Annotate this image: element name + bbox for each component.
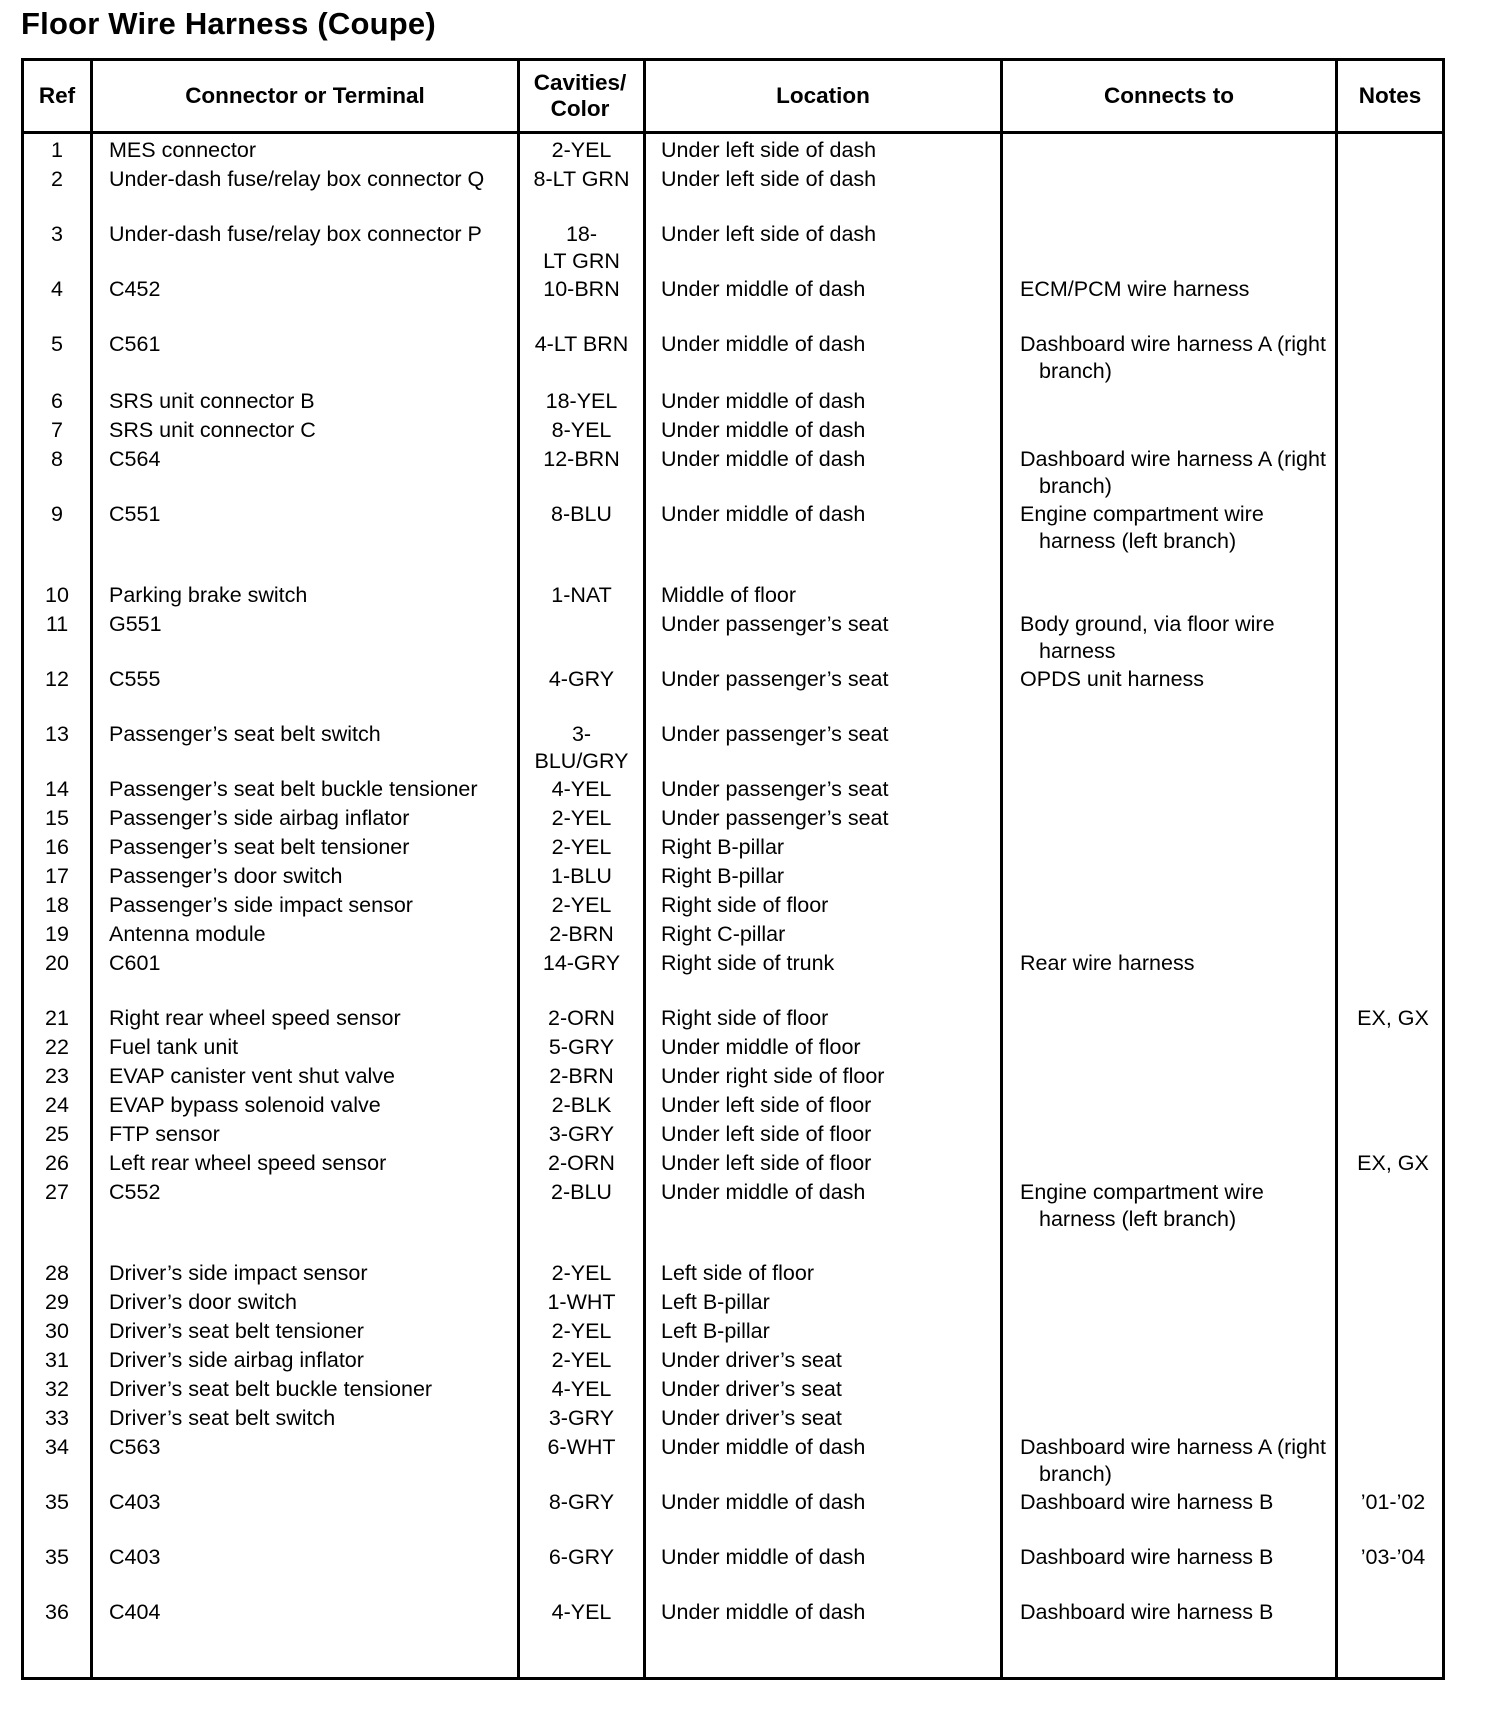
ref-cell: 34 <box>45 1435 69 1459</box>
cavities-text: 8-LT GRN <box>533 167 630 191</box>
ref-cell: 31 <box>45 1348 69 1372</box>
ref-cell: 15 <box>45 806 69 830</box>
connects-to-text: Engine compartment wire <box>1020 502 1264 526</box>
location-cell: Left B-pillar <box>661 1319 770 1343</box>
location-cell: Under middle of dash <box>661 277 866 301</box>
connects-to-cell <box>1020 1179 1264 1233</box>
cavities-cell <box>520 721 643 775</box>
connector-cell: Driver’s seat belt buckle tensioner <box>109 1377 433 1401</box>
connector-cell: Passenger’s seat belt tensioner <box>109 835 410 859</box>
location-cell: Under middle of dash <box>661 1600 866 1624</box>
connector-cell: G551 <box>109 612 162 636</box>
ref-cell: 19 <box>45 922 69 946</box>
cavities-text-continued: LT GRN <box>543 249 620 273</box>
header-ref: Ref <box>38 83 76 108</box>
connects-to-text: Dashboard wire harness B <box>1020 1490 1274 1514</box>
connector-cell: Fuel tank unit <box>109 1035 239 1059</box>
cavities-text: 2-YEL <box>551 1348 612 1372</box>
connector-cell: C403 <box>109 1490 161 1514</box>
location-cell: Under left side of dash <box>661 138 877 162</box>
location-cell: Right side of floor <box>661 893 829 917</box>
ref-cell: 32 <box>45 1377 69 1401</box>
connector-cell: Under-dash fuse/relay box connector P <box>109 222 482 246</box>
location-cell: Under middle of dash <box>661 389 866 413</box>
ref-cell: 35 <box>45 1490 69 1514</box>
cavities-cell <box>520 221 643 275</box>
ref-cell: 36 <box>45 1600 69 1624</box>
cavities-text: 4-YEL <box>551 1377 612 1401</box>
ref-cell: 17 <box>45 864 69 888</box>
connects-to-cell <box>1020 611 1275 665</box>
connects-to-text: OPDS unit harness <box>1020 667 1205 691</box>
connector-cell: C601 <box>109 951 161 975</box>
connects-to-text-continued: branch) <box>1039 474 1112 498</box>
connector-cell: FTP sensor <box>109 1122 220 1146</box>
location-cell: Under left side of floor <box>661 1151 872 1175</box>
connects-to-text-continued: harness <box>1039 639 1116 663</box>
cavities-cell <box>520 834 643 861</box>
cavities-cell <box>520 166 643 193</box>
ref-cell: 22 <box>45 1035 69 1059</box>
ref-cell: 2 <box>51 167 63 191</box>
location-cell: Right B-pillar <box>661 835 785 859</box>
connects-to-cell <box>1020 666 1204 693</box>
ref-cell: 6 <box>51 389 63 413</box>
connector-cell: C551 <box>109 502 161 526</box>
ref-cell: 1 <box>51 138 63 162</box>
connector-cell: Passenger’s side airbag inflator <box>109 806 410 830</box>
cavities-cell <box>520 1063 643 1090</box>
ref-cell: 7 <box>51 418 63 442</box>
header-notes: Notes <box>1358 83 1422 108</box>
cavities-cell <box>520 1005 643 1032</box>
connector-cell: Driver’s seat belt tensioner <box>109 1319 364 1343</box>
cavities-cell <box>520 1179 643 1206</box>
connector-cell: Right rear wheel speed sensor <box>109 1006 401 1030</box>
ref-cell: 26 <box>45 1151 69 1175</box>
ref-cell: 5 <box>51 332 63 356</box>
column-divider <box>90 61 93 1677</box>
connects-to-cell <box>1020 276 1249 303</box>
connects-to-cell <box>1020 331 1326 385</box>
cavities-text: 2-ORN <box>548 1151 615 1175</box>
header-connector: Connector or Terminal <box>185 83 425 108</box>
ref-cell: 13 <box>45 722 69 746</box>
notes-cell: EX, GX <box>1357 1151 1429 1175</box>
cavities-cell <box>520 921 643 948</box>
connector-cell: C452 <box>109 277 161 301</box>
connects-to-cell <box>1020 1544 1273 1571</box>
connects-to-text: Dashboard wire harness A (right <box>1020 447 1326 471</box>
cavities-text: 6-WHT <box>547 1435 616 1459</box>
connector-cell: Driver’s side airbag inflator <box>109 1348 364 1372</box>
connects-to-cell <box>1020 950 1194 977</box>
cavities-text: 2-YEL <box>551 806 612 830</box>
cavities-text: 2-YEL <box>551 1261 612 1285</box>
cavities-cell <box>520 776 643 803</box>
cavities-cell <box>520 1599 643 1626</box>
connects-to-text: Engine compartment wire <box>1020 1180 1264 1204</box>
cavities-cell <box>520 1347 643 1374</box>
connector-cell: C404 <box>109 1600 161 1624</box>
cavities-text: 2-YEL <box>551 835 612 859</box>
cavities-text: 2-BRN <box>549 922 614 946</box>
location-cell: Under driver’s seat <box>661 1348 842 1372</box>
ref-cell: 30 <box>45 1319 69 1343</box>
cavities-cell <box>520 1434 643 1461</box>
cavities-cell <box>520 417 643 444</box>
cavities-cell <box>520 137 643 164</box>
location-cell: Under passenger’s seat <box>661 806 889 830</box>
connects-to-text: Dashboard wire harness A (right <box>1020 332 1326 356</box>
ref-cell: 9 <box>51 502 63 526</box>
cavities-cell <box>520 863 643 890</box>
cavities-text: 10-BRN <box>543 277 620 301</box>
cavities-text: 18-YEL <box>545 389 618 413</box>
connects-to-text-continued: branch) <box>1039 359 1112 383</box>
location-cell: Under right side of floor <box>661 1064 885 1088</box>
cavities-text: 3-GRY <box>548 1122 615 1146</box>
ref-cell: 23 <box>45 1064 69 1088</box>
location-cell: Under middle of dash <box>661 502 866 526</box>
notes-cell: EX, GX <box>1357 1006 1429 1030</box>
cavities-text: 1-BLU <box>551 864 612 888</box>
cavities-text: 14-GRY <box>542 951 621 975</box>
cavities-cell <box>520 950 643 977</box>
cavities-text: 3-GRY <box>548 1406 615 1430</box>
location-cell: Under middle of dash <box>661 1545 866 1569</box>
ref-cell: 10 <box>45 583 69 607</box>
cavities-cell <box>520 1405 643 1432</box>
connector-cell: Passenger’s seat belt switch <box>109 722 381 746</box>
cavities-cell <box>520 1318 643 1345</box>
connector-cell: Driver’s door switch <box>109 1290 297 1314</box>
ref-cell: 14 <box>45 777 69 801</box>
location-cell: Under middle of dash <box>661 447 866 471</box>
cavities-text: 6-GRY <box>548 1545 615 1569</box>
connects-to-cell <box>1020 501 1264 555</box>
location-cell: Under driver’s seat <box>661 1377 842 1401</box>
ref-cell: 27 <box>45 1180 69 1204</box>
cavities-cell <box>520 1121 643 1148</box>
connector-cell: Driver’s seat belt switch <box>109 1406 336 1430</box>
cavities-cell <box>520 501 643 528</box>
connector-cell: Passenger’s seat belt buckle tensioner <box>109 777 478 801</box>
ref-cell: 21 <box>45 1006 69 1030</box>
connector-cell: Passenger’s side impact sensor <box>109 893 413 917</box>
connector-cell: C552 <box>109 1180 161 1204</box>
cavities-cell <box>520 1092 643 1119</box>
location-cell: Under driver’s seat <box>661 1406 842 1430</box>
header-divider <box>24 131 1442 134</box>
harness-table <box>21 58 1445 1680</box>
connector-cell: Antenna module <box>109 922 266 946</box>
location-cell: Left B-pillar <box>661 1290 770 1314</box>
connector-cell: MES connector <box>109 138 256 162</box>
cavities-text: 4-GRY <box>548 667 615 691</box>
cavities-cell <box>520 276 643 303</box>
connects-to-cell <box>1020 446 1326 500</box>
cavities-cell <box>520 1544 643 1571</box>
connector-cell: C564 <box>109 447 161 471</box>
connector-cell: SRS unit connector C <box>109 418 316 442</box>
location-cell: Under middle of dash <box>661 332 866 356</box>
connects-to-text: Body ground, via floor wire <box>1020 612 1275 636</box>
location-cell: Right C-pillar <box>661 922 786 946</box>
column-divider <box>643 61 646 1677</box>
column-divider <box>1000 61 1003 1677</box>
ref-cell: 35 <box>45 1545 69 1569</box>
cavities-text-continued: BLU/GRY <box>534 749 629 773</box>
cavities-text: 4-LT BRN <box>534 332 629 356</box>
location-cell: Under middle of dash <box>661 1490 866 1514</box>
cavities-text: 12-BRN <box>543 447 620 471</box>
connects-to-text: Rear wire harness <box>1020 951 1195 975</box>
location-cell: Under passenger’s seat <box>661 777 889 801</box>
ref-cell: 16 <box>45 835 69 859</box>
location-cell: Under passenger’s seat <box>661 667 889 691</box>
column-divider <box>1335 61 1338 1677</box>
cavities-cell <box>520 805 643 832</box>
cavities-cell <box>520 388 643 415</box>
connects-to-cell <box>1020 1599 1273 1626</box>
cavities-cell <box>520 1489 643 1516</box>
cavities-cell <box>520 1289 643 1316</box>
connector-cell: Under-dash fuse/relay box connector Q <box>109 167 485 191</box>
location-cell: Under left side of floor <box>661 1093 872 1117</box>
location-cell: Under left side of dash <box>661 167 877 191</box>
location-cell: Left side of floor <box>661 1261 814 1285</box>
cavities-text: 3- <box>571 722 592 746</box>
cavities-text: 2-BLU <box>551 1180 612 1204</box>
ref-cell: 12 <box>45 667 69 691</box>
ref-cell: 3 <box>51 222 63 246</box>
cavities-text: 2-ORN <box>548 1006 615 1030</box>
location-cell: Right side of trunk <box>661 951 835 975</box>
connector-cell: EVAP bypass solenoid valve <box>109 1093 381 1117</box>
cavities-text: 2-YEL <box>551 138 612 162</box>
header-connects-to: Connects to <box>1103 83 1234 108</box>
location-cell: Right side of floor <box>661 1006 829 1030</box>
connector-cell: SRS unit connector B <box>109 389 315 413</box>
header-location: Location <box>776 83 870 108</box>
connects-to-text: ECM/PCM wire harness <box>1020 277 1250 301</box>
notes-cell: ’03-’04 <box>1360 1545 1426 1569</box>
ref-cell: 29 <box>45 1290 69 1314</box>
connector-cell: Parking brake switch <box>109 583 308 607</box>
connector-cell: Left rear wheel speed sensor <box>109 1151 387 1175</box>
cavities-text: 1-NAT <box>551 583 612 607</box>
connector-cell: C403 <box>109 1545 161 1569</box>
cavities-cell <box>520 1376 643 1403</box>
connects-to-text-continued: harness (left branch) <box>1039 529 1237 553</box>
location-cell: Under middle of dash <box>661 418 866 442</box>
cavities-text: 2-YEL <box>551 893 612 917</box>
cavities-cell <box>520 1150 643 1177</box>
connector-cell: C563 <box>109 1435 161 1459</box>
ref-cell: 18 <box>45 893 69 917</box>
connects-to-text-continued: branch) <box>1039 1462 1112 1486</box>
ref-cell: 20 <box>45 951 69 975</box>
cavities-cell <box>520 331 643 358</box>
cavities-text: 2-BRN <box>549 1064 614 1088</box>
cavities-cell <box>520 892 643 919</box>
cavities-text: 8-GRY <box>548 1490 615 1514</box>
connector-cell: Passenger’s door switch <box>109 864 343 888</box>
connects-to-text: Dashboard wire harness B <box>1020 1600 1274 1624</box>
location-cell: Under left side of dash <box>661 222 877 246</box>
cavities-cell <box>520 1034 643 1061</box>
cavities-text: 2-YEL <box>551 1319 612 1343</box>
location-cell: Under middle of floor <box>661 1035 861 1059</box>
cavities-text: 4-YEL <box>551 1600 612 1624</box>
header-cavities: Cavities/ Color <box>533 70 627 121</box>
cavities-text: 1-WHT <box>547 1290 616 1314</box>
connector-cell: EVAP canister vent shut valve <box>109 1064 396 1088</box>
connector-cell: C555 <box>109 667 161 691</box>
location-cell: Under left side of floor <box>661 1122 872 1146</box>
connects-to-text: Dashboard wire harness A (right <box>1020 1435 1326 1459</box>
connects-to-text-continued: harness (left branch) <box>1039 1207 1237 1231</box>
ref-cell: 11 <box>45 612 69 636</box>
cavities-cell <box>520 582 643 609</box>
ref-cell: 8 <box>51 447 63 471</box>
cavities-cell <box>520 446 643 473</box>
cavities-text: 5-GRY <box>548 1035 615 1059</box>
location-cell: Under passenger’s seat <box>661 722 889 746</box>
cavities-cell <box>520 666 643 693</box>
ref-cell: 24 <box>45 1093 69 1117</box>
location-cell: Middle of floor <box>661 583 797 607</box>
ref-cell: 4 <box>51 277 63 301</box>
cavities-cell <box>520 1260 643 1287</box>
location-cell: Under middle of dash <box>661 1180 866 1204</box>
cavities-text: 2-BLK <box>551 1093 612 1117</box>
ref-cell: 33 <box>45 1406 69 1430</box>
cavities-text: 8-BLU <box>551 502 612 526</box>
connects-to-cell <box>1020 1489 1273 1516</box>
connector-cell: Driver’s side impact sensor <box>109 1261 368 1285</box>
cavities-text: 4-YEL <box>551 777 612 801</box>
ref-cell: 25 <box>45 1122 69 1146</box>
cavities-text: 18- <box>565 222 598 246</box>
location-cell: Right B-pillar <box>661 864 785 888</box>
location-cell: Under passenger’s seat <box>661 612 889 636</box>
notes-cell: ’01-’02 <box>1360 1490 1426 1514</box>
connector-cell: C561 <box>109 332 161 356</box>
cavities-text: 8-YEL <box>551 418 612 442</box>
ref-cell: 28 <box>45 1261 69 1285</box>
location-cell: Under middle of dash <box>661 1435 866 1459</box>
page-title: Floor Wire Harness (Coupe) <box>21 6 436 41</box>
connects-to-cell <box>1020 1434 1326 1488</box>
connects-to-text: Dashboard wire harness B <box>1020 1545 1274 1569</box>
